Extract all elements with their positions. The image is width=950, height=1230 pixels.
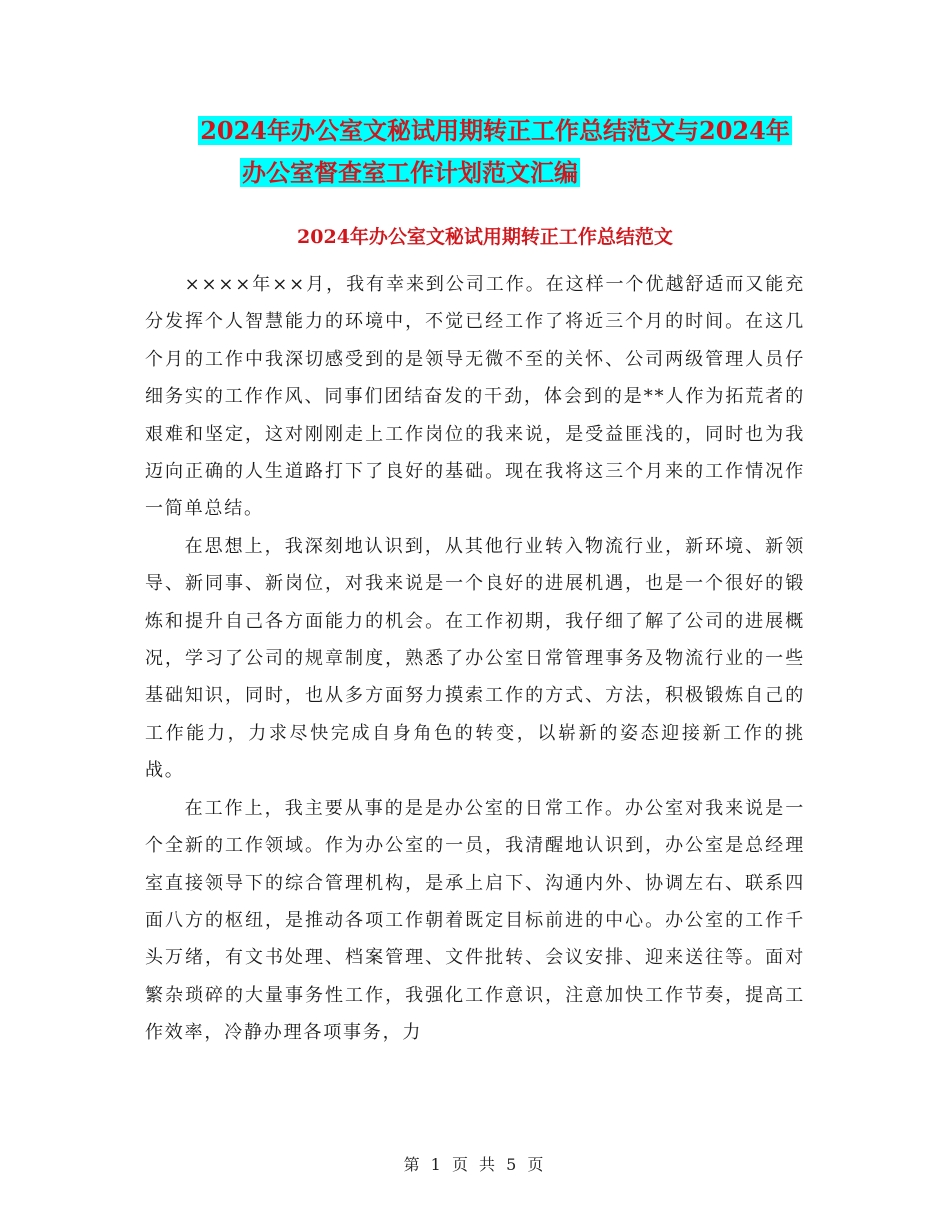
title-line-1: 2024年办公室文秘试用期转正工作总结范文与2024年 [200, 116, 790, 145]
title-line-2: 办公室督查室工作计划范文汇编 [242, 158, 578, 187]
paragraph: ××××年××月，我有幸来到公司工作。在这样一个优越舒适而又能充分发挥个人智慧能力的环境中，不觉已经工作了将近三个月的时间。在这几个月的工作中我深切感受到的是领导无微不至的关怀、公司两级管理人员仔细务实的工作作风、同事们团结奋发的干劲，体会到的是**人作为拓荒者的艰难和坚定，这对刚刚走上工作岗位的我来说，是受益匪浅的，同时也为我迈向正确的人生道路打下了良好的基础。现在我将这三个月来的工作情况作一简单总结。 [145, 274, 805, 520]
paragraph: 在工作上，我主要从事的是是办公室的日常工作。办公室对我来说是一个全新的工作领域。作为办公室的一员，我清醒地认识到，办公室是总经理室直接领导下的综合管理机构，是承上启下、沟通内外、协调左右、联系四面八方的枢纽，是推动各项工作朝着既定目标前进的中心。办公室的工作千头万绪，有文书处理、档案管理、文件批转、会议安排、迎来送往等。面对繁杂琐碎的大量事务性工作，我强化工作意识，注意加快工作节奏，提高工作效率，冷静办理各项事务，力 [145, 797, 805, 1044]
page-footer: 第 1 页 共 5 页 [403, 1155, 547, 1174]
body-text [145, 266, 805, 1052]
document-title [0, 110, 950, 194]
section-title: 2024年办公室文秘试用期转正工作总结范文 [297, 226, 673, 248]
paragraph: 在思想上，我深刻地认识到，从其他行业转入物流行业，新环境、新领导、新同事、新岗位，对我来说是一个良好的进展机遇，也是一个很好的锻炼和提升自己各方面能力的机会。在工作初期，我仔细了解了公司的进展概况，学习了公司的规章制度，熟悉了办公室日常管理事务及物流行业的一些基础知识，同时，也从多方面努力摸索工作的方式、方法，积极锻炼自己的工作能力，力求尽快完成自身角色的转变，以崭新的姿态迎接新工作的挑战。 [145, 535, 805, 782]
